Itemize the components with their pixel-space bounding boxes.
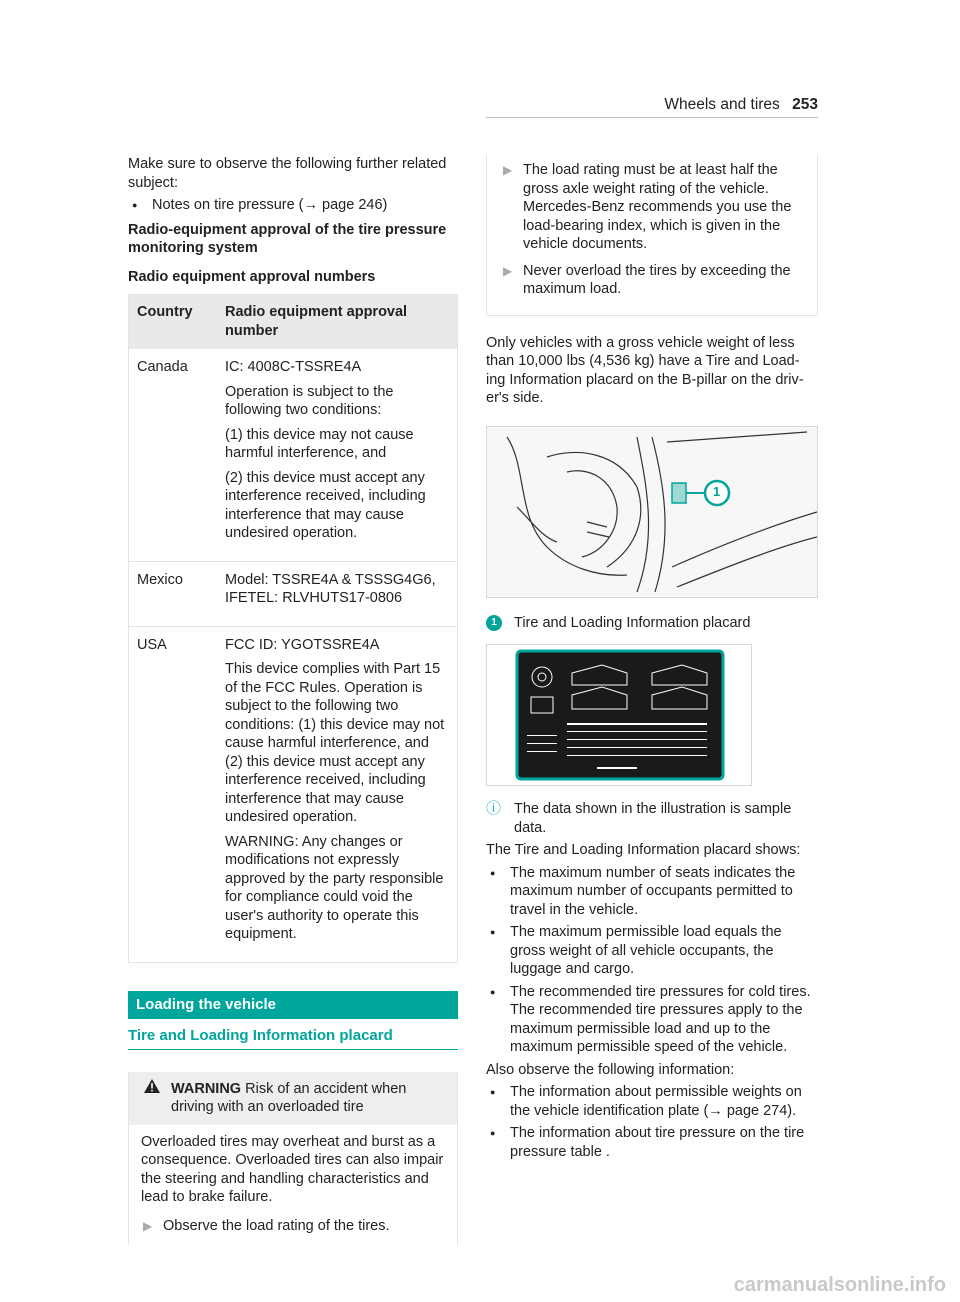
warning-step-text: Observe the load rating of the tires.: [163, 1217, 390, 1234]
approval-text: FCC ID: YGOTSSRE4A: [225, 636, 380, 653]
warning-label: WARNING: [171, 1080, 242, 1097]
radio-heading: Radio-equipment approval of the tire pressure monitoring system: [128, 221, 447, 256]
placard-drawing: [487, 645, 751, 785]
approval-text: IC: 4008C-TSSRE4A: [225, 359, 362, 375]
b-pillar-illustration: [486, 426, 818, 598]
legend-item: [486, 614, 818, 633]
note-text: The data shown in the illustration is sample data.: [514, 801, 792, 836]
shows-bullets: [486, 864, 818, 1057]
placard-illustration: [486, 644, 752, 786]
intro-bullets: [128, 196, 458, 215]
list-item[interactable]: ● Notes on tire pressure (→ page 246): [128, 196, 458, 215]
country-cell: Canada: [129, 349, 218, 561]
radio-approval-table: [128, 294, 458, 963]
car-interior-drawing: [487, 427, 817, 597]
approval-text: This device complies with Part 15 of the FCC Rules. Operation is subject to the following two conditions: (1) this device may not cause harmful interference, and (2) this device must accept any interference received, including interference that may cause undesired operation.: [225, 661, 445, 825]
header-title: Wheels and tires: [664, 96, 780, 113]
approval-text: Operation is subject to the following two conditions:: [225, 383, 394, 418]
column-header-approval: Radio equipment approval number: [217, 294, 458, 349]
legend-text: Tire and Loading Information placard: [514, 614, 751, 631]
sample-data-note: [486, 800, 818, 837]
step-item: [501, 262, 803, 299]
approval-text: WARNING: Any changes or modifications not expressly approved by the party responsible for compliance could void the user's authority to operate this equipment.: [225, 833, 444, 942]
shows-intro: The Tire and Loading Information placard shows:: [486, 842, 801, 858]
approval-text: (1) this device may not cause harmful interference, and: [225, 426, 414, 461]
table-row: [129, 561, 458, 626]
approval-cell: [217, 349, 458, 561]
warning-header: [129, 1072, 457, 1125]
list-item: ● The maximum number of seats indicates the maximum number of occupants permitted to travel in the vehicle.: [486, 864, 818, 920]
table-header-row: [129, 294, 458, 349]
list-item: ● The information about tire pressure on the tire pressure table .: [486, 1124, 818, 1161]
callout-number-1: 1: [713, 483, 721, 499]
warning-icon: [143, 1078, 161, 1100]
radio-subheading: Radio equipment approval numbers: [128, 268, 376, 285]
left-column: [128, 155, 458, 1245]
country-cell: USA: [137, 636, 167, 653]
column-header-country: Country: [129, 294, 218, 349]
step-arrow-icon: ▶: [143, 1218, 153, 1233]
legend-number-badge: 1: [486, 615, 502, 631]
approval-cell: [217, 561, 458, 626]
watermark: carmanualsonline.info: [733, 1273, 946, 1296]
section-subtitle: Tire and Loading Information placard: [128, 1019, 458, 1050]
table-row: [129, 626, 458, 962]
placard-location-text: Only vehicles with a gross vehicle weight of less than 10,000 lbs (4,536 kg) have a Tire and Load-ing Information placard on the B-pillar on the driv-er's side.: [486, 334, 804, 406]
table-row: [129, 349, 458, 561]
step-item: [501, 161, 803, 254]
country-cell: Mexico: [129, 561, 218, 626]
warning-body-text: Overloaded tires may overheat and burst as a consequence. Overloaded tires can also impair the steering and handling characteristics and lead to brake failure.: [141, 1133, 444, 1205]
step-arrow-icon: ▶: [503, 263, 513, 278]
step-text: Never overload the tires by exceeding the maximum load.: [523, 262, 791, 297]
also-bullets: [486, 1083, 818, 1161]
list-item: ● The maximum permissible load equals the gross weight of all vehicle occupants, the luggage and cargo.: [486, 923, 818, 979]
warning-box: [128, 1072, 458, 1246]
approval-text: (2) this device must accept any interference received, including interference that may cause undesired operation.: [225, 469, 426, 541]
warning-step: [141, 1217, 445, 1236]
info-icon: ⓘ: [486, 800, 502, 817]
section-title: Loading the vehicle: [128, 991, 458, 1020]
approval-cell: [217, 626, 458, 962]
list-item: ● The recommended tire pressures for cold tires. The recommended tire pressures apply to the maximum permissible load and up to the maximum permissible speed of the vehicle.: [486, 983, 818, 1057]
continued-steps-box: [486, 155, 818, 316]
step-text: The load rating must be at least half the gross axle weight rating of the vehicle. Mercedes-Benz recommends you use the load-bearing index, which is given in the vehicle documents.: [523, 162, 792, 252]
also-intro: Also observe the following information:: [486, 1061, 735, 1078]
page-number: 253: [792, 96, 818, 113]
right-column: [486, 155, 818, 1165]
approval-text: Model: TSSRE4A & TSSSG4G6, IFETEL: RLVHUTS17-0806: [225, 571, 436, 606]
intro-text: Make sure to observe the following further related subject:: [128, 156, 447, 191]
list-item[interactable]: ● The information about permissible weights on the vehicle identification plate (→ page 274).: [486, 1083, 818, 1120]
header-rule: [486, 117, 818, 118]
page-header: [664, 96, 818, 115]
warning-text: Risk of an accident when driving with an overloaded tire: [171, 1080, 407, 1115]
warning-body: [129, 1125, 457, 1246]
step-arrow-icon: ▶: [503, 163, 513, 177]
